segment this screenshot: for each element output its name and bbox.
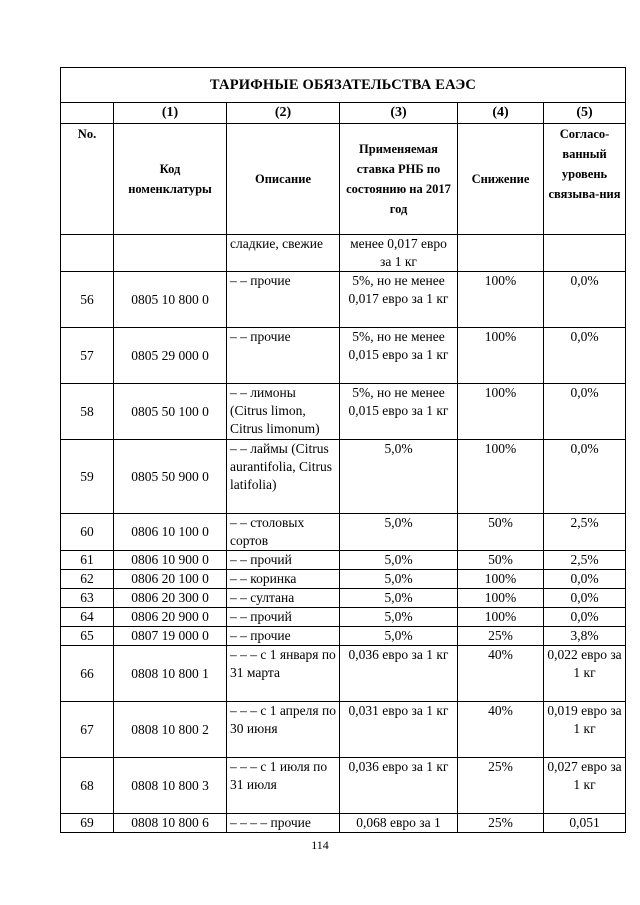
description-cell: – – прочий [227, 551, 340, 570]
header-code: Код номенклатуры [114, 124, 227, 235]
row-number-cell: 69 [61, 814, 114, 833]
table-row [61, 440, 626, 514]
table-row [61, 570, 626, 589]
reduction-cell: 25% [458, 758, 544, 814]
applied-rate-cell: 0,068 евро за 1 [340, 814, 458, 833]
applied-rate-cell: 5%, но не менее 0,017 евро за 1 кг [340, 272, 458, 328]
reduction-cell: 100% [458, 384, 544, 440]
nomenclature-code-cell: 0805 50 100 0 [114, 384, 227, 440]
nomenclature-code-cell: 0806 20 100 0 [114, 570, 227, 589]
table-row [61, 384, 626, 440]
bound-level-cell: 0,051 [544, 814, 626, 833]
nomenclature-code-cell: 0806 20 300 0 [114, 589, 227, 608]
applied-rate-cell: 5,0% [340, 440, 458, 514]
description-cell: – – столовых сортов [227, 514, 340, 551]
applied-rate-cell: 5,0% [340, 589, 458, 608]
applied-rate-cell: 5%, но не менее 0,015 евро за 1 кг [340, 384, 458, 440]
reduction-cell: 50% [458, 551, 544, 570]
description-cell: – – султана [227, 589, 340, 608]
table-row [61, 514, 626, 551]
bound-level-cell: 0,0% [544, 328, 626, 384]
row-number-cell: 66 [61, 646, 114, 702]
bound-level-cell: 0,022 евро за 1 кг [544, 646, 626, 702]
description-cell: – – лаймы (Citrus aurantifolia, Citrus latifolia) [227, 440, 340, 514]
reduction-cell: 100% [458, 328, 544, 384]
nomenclature-code-cell [114, 235, 227, 272]
nomenclature-code-cell: 0805 50 900 0 [114, 440, 227, 514]
row-number-cell: 60 [61, 514, 114, 551]
row-number-cell: 59 [61, 440, 114, 514]
reduction-cell: 100% [458, 272, 544, 328]
applied-rate-cell: 5,0% [340, 514, 458, 551]
reduction-cell: 40% [458, 702, 544, 758]
nomenclature-code-cell: 0806 10 100 0 [114, 514, 227, 551]
bound-level-cell: 0,0% [544, 608, 626, 627]
description-cell: сладкие, свежие [227, 235, 340, 272]
reduction-cell: 100% [458, 570, 544, 589]
header-description: Описание [227, 124, 340, 235]
description-cell: – – лимоны (Citrus limon, Citrus limonum) [227, 384, 340, 440]
bound-level-cell: 0,0% [544, 272, 626, 328]
row-number-cell: 57 [61, 328, 114, 384]
description-cell: – – – с 1 апреля по 30 июня [227, 702, 340, 758]
description-cell: – – – с 1 июля по 31 июля [227, 758, 340, 814]
table-row [61, 627, 626, 646]
header-rate: Применяемая ставка РНБ по состоянию на 2017 год [340, 124, 458, 235]
applied-rate-cell: 0,036 евро за 1 кг [340, 646, 458, 702]
column-number-empty [61, 103, 114, 124]
reduction-cell: 100% [458, 440, 544, 514]
table-row [61, 551, 626, 570]
applied-rate-cell: 5%, но не менее 0,015 евро за 1 кг [340, 328, 458, 384]
column-number: (4) [458, 103, 544, 124]
row-number-cell: 56 [61, 272, 114, 328]
bound-level-cell: 3,8% [544, 627, 626, 646]
applied-rate-cell: 5,0% [340, 627, 458, 646]
description-cell: – – – с 1 января по 31 марта [227, 646, 340, 702]
nomenclature-code-cell: 0805 10 800 0 [114, 272, 227, 328]
bound-level-cell: 0,019 евро за 1 кг [544, 702, 626, 758]
applied-rate-cell: 5,0% [340, 608, 458, 627]
nomenclature-code-cell: 0808 10 800 6 [114, 814, 227, 833]
bound-level-cell: 0,0% [544, 570, 626, 589]
table-row [61, 814, 626, 833]
description-cell: – – прочие [227, 328, 340, 384]
nomenclature-code-cell: 0806 10 900 0 [114, 551, 227, 570]
nomenclature-code-cell: 0808 10 800 1 [114, 646, 227, 702]
description-cell: – – – – прочие [227, 814, 340, 833]
nomenclature-code-cell: 0805 29 000 0 [114, 328, 227, 384]
bound-level-cell: 2,5% [544, 514, 626, 551]
row-number-cell: 67 [61, 702, 114, 758]
bound-level-cell: 0,027 евро за 1 кг [544, 758, 626, 814]
row-number-cell: 63 [61, 589, 114, 608]
reduction-cell [458, 235, 544, 272]
description-cell: – – прочие [227, 627, 340, 646]
nomenclature-code-cell: 0807 19 000 0 [114, 627, 227, 646]
column-number-row [61, 103, 626, 124]
applied-rate-cell: 0,036 евро за 1 кг [340, 758, 458, 814]
nomenclature-code-cell: 0808 10 800 2 [114, 702, 227, 758]
table-row [61, 589, 626, 608]
description-cell: – – коринка [227, 570, 340, 589]
bound-level-cell: 2,5% [544, 551, 626, 570]
applied-rate-cell: менее 0,017 евро за 1 кг [340, 235, 458, 272]
table-row [61, 272, 626, 328]
reduction-cell: 25% [458, 627, 544, 646]
nomenclature-code-cell: 0806 20 900 0 [114, 608, 227, 627]
table-title: ТАРИФНЫЕ ОБЯЗАТЕЛЬСТВА ЕАЭС [61, 68, 626, 103]
table-row [61, 608, 626, 627]
table-title-row [61, 68, 626, 103]
description-cell: – – прочий [227, 608, 340, 627]
header-no: No. [61, 124, 114, 235]
table-row [61, 758, 626, 814]
applied-rate-cell: 5,0% [340, 551, 458, 570]
reduction-cell: 100% [458, 589, 544, 608]
row-number-cell: 61 [61, 551, 114, 570]
applied-rate-cell: 5,0% [340, 570, 458, 589]
column-number: (2) [227, 103, 340, 124]
reduction-cell: 25% [458, 814, 544, 833]
row-number-cell [61, 235, 114, 272]
table-row [61, 235, 626, 272]
reduction-cell: 100% [458, 608, 544, 627]
applied-rate-cell: 0,031 евро за 1 кг [340, 702, 458, 758]
tariff-table [60, 67, 626, 833]
table-row [61, 328, 626, 384]
bound-level-cell: 0,0% [544, 589, 626, 608]
row-number-cell: 62 [61, 570, 114, 589]
page-number: 114 [311, 838, 329, 852]
description-cell: – – прочие [227, 272, 340, 328]
row-number-cell: 64 [61, 608, 114, 627]
row-number-cell: 68 [61, 758, 114, 814]
bound-level-cell: 0,0% [544, 440, 626, 514]
column-number: (1) [114, 103, 227, 124]
header-limit: Согласо-ванный уровень связыва-ния [544, 124, 626, 235]
row-number-cell: 58 [61, 384, 114, 440]
header-row [61, 124, 626, 235]
bound-level-cell [544, 235, 626, 272]
column-number: (3) [340, 103, 458, 124]
nomenclature-code-cell: 0808 10 800 3 [114, 758, 227, 814]
column-number: (5) [544, 103, 626, 124]
bound-level-cell: 0,0% [544, 384, 626, 440]
row-number-cell: 65 [61, 627, 114, 646]
table-row [61, 646, 626, 702]
reduction-cell: 40% [458, 646, 544, 702]
reduction-cell: 50% [458, 514, 544, 551]
table-row [61, 702, 626, 758]
header-reduction: Снижение [458, 124, 544, 235]
